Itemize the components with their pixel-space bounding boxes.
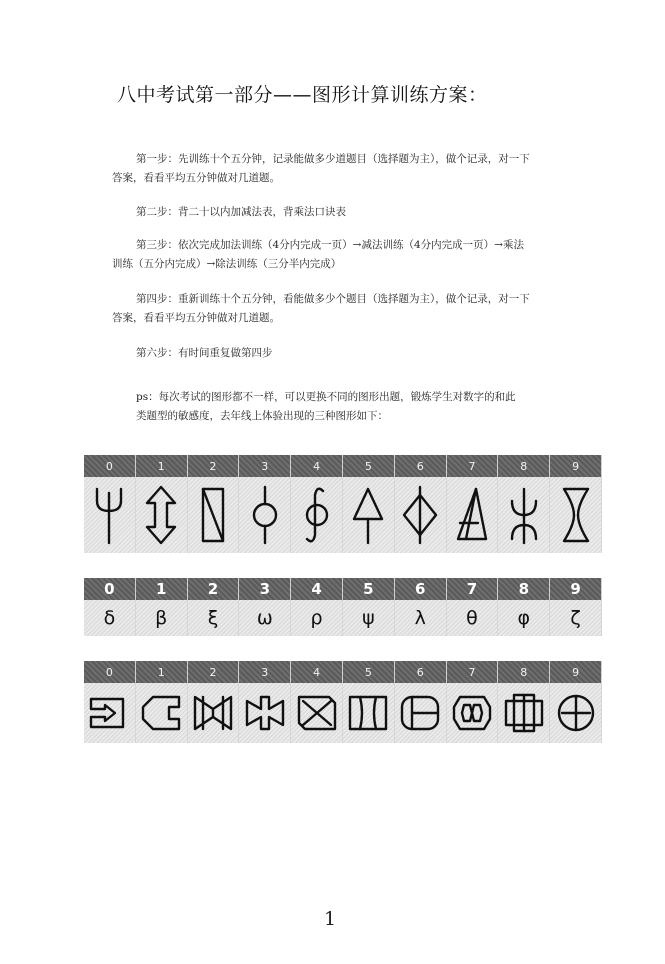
arrow-box-icon: [84, 683, 136, 743]
step-3-line-1: 第三步：依次完成加法训练（4分内完成一页）→减法训练（4分内完成一页）→乘法: [136, 239, 524, 251]
notch-box-icon: [136, 683, 188, 743]
step-2: [112, 203, 582, 222]
table-3-header-8: 8: [498, 661, 550, 683]
table-3-header-6: 6: [395, 661, 447, 683]
step-4: [112, 290, 582, 328]
ps-line-1: ps：每次考试的图形都不一样，可以更换不同的图形出题，锻炼学生对数字的和此: [136, 391, 516, 403]
table-3-header-9: 9: [550, 661, 602, 683]
step-4-line-2: 答案，看看平均五分钟做对几道题。: [112, 312, 280, 324]
step-1-line-2: 答案，看看平均五分钟做对几道题。: [112, 172, 280, 184]
greek-cell-9: ζ: [550, 600, 602, 636]
greek-cell-2: ξ: [188, 600, 240, 636]
rounded-split-icon: [395, 683, 447, 743]
split-circle-icon: [550, 683, 602, 743]
table-1-header-8: 8: [498, 455, 550, 477]
trident-icon: [498, 477, 550, 553]
step-3-line-2: 训练（五分内完成）→除法训练（三分半内完成）: [112, 258, 342, 270]
step-2-line-1: 第二步：背二十以内加减法表，背乘法口诀表: [136, 206, 346, 218]
table-2-header-5: 5: [343, 578, 395, 600]
diamond-line-icon: [395, 477, 447, 553]
pillar-box-icon: [343, 683, 395, 743]
table-1-header-3: 3: [239, 455, 291, 477]
step-4-line-1: 第四步：重新训练十个五分钟，看能做多少个题目（选择题为主），做个记录，对一下: [136, 293, 530, 305]
table-3-header-3: 3: [239, 661, 291, 683]
table-2-header-4: 4: [291, 578, 343, 600]
slashed-triangle-icon: [447, 477, 499, 553]
table-3-header-5: 5: [343, 661, 395, 683]
table-3-header-7: 7: [447, 661, 499, 683]
table-1-header-1: 1: [136, 455, 188, 477]
greek-cell-1: β: [136, 600, 188, 636]
table-1-header-2: 2: [188, 455, 240, 477]
table-2-header-0: 0: [84, 578, 136, 600]
table-2-header-2: 2: [188, 578, 240, 600]
table-1-header-5: 5: [343, 455, 395, 477]
table-1-header-0: 0: [84, 455, 136, 477]
greek-cell-4: ρ: [291, 600, 343, 636]
step-6: [112, 344, 582, 363]
greek-cell-5: ψ: [343, 600, 395, 636]
slashed-rect-icon: [188, 477, 240, 553]
circle-stem-icon: [239, 477, 291, 553]
funnel-box-icon: [239, 683, 291, 743]
table-2-header-6: 6: [395, 578, 447, 600]
stacked-box-icon: [498, 683, 550, 743]
x-box-icon: [291, 683, 343, 743]
greek-cell-3: ω: [239, 600, 291, 636]
table-2-header-7: 7: [447, 578, 499, 600]
page-number: 1: [324, 908, 337, 930]
step-6-line-1: 第六步：有时间重复做第四步: [136, 347, 273, 359]
ps-line-2: 类题型的敏感度，去年线上体验出现的三种图形如下：: [136, 410, 388, 422]
greek-cell-7: θ: [447, 600, 499, 636]
greek-cell-8: φ: [498, 600, 550, 636]
table-1-header-9: 9: [550, 455, 602, 477]
table-2-header-1: 1: [136, 578, 188, 600]
double-arrow-icon: [136, 477, 188, 553]
greek-cell-6: λ: [395, 600, 447, 636]
table-2-header-9: 9: [550, 578, 602, 600]
ps-note: [112, 388, 582, 426]
step-1: [112, 150, 582, 188]
table-3-header-4: 4: [291, 661, 343, 683]
table-2-header-3: 3: [239, 578, 291, 600]
step-1-line-1: 第一步：先训练十个五分钟，记录能做多少道题目（选择题为主），做个记录，对一下: [136, 153, 530, 165]
table-3-header-1: 1: [136, 661, 188, 683]
symbol-table-1: [84, 455, 602, 553]
arrow-triangle-icon: [343, 477, 395, 553]
table-3-header-2: 2: [188, 661, 240, 683]
step-3: [112, 236, 582, 274]
greek-table: [84, 578, 602, 636]
table-2-header-8: 8: [498, 578, 550, 600]
integral-circle-icon: [291, 477, 343, 553]
table-1-header-4: 4: [291, 455, 343, 477]
symbol-table-3: [84, 661, 602, 743]
table-1-header-7: 7: [447, 455, 499, 477]
table-1-header-6: 6: [395, 455, 447, 477]
fork-icon: [84, 477, 136, 553]
double-hex-icon: [447, 683, 499, 743]
greek-cell-0: δ: [84, 600, 136, 636]
page-title: 八中考试第一部分——图形计算训练方案：: [117, 84, 488, 106]
table-3-header-0: 0: [84, 661, 136, 683]
bowtie-icon: [188, 683, 240, 743]
hourglass-icon: [550, 477, 602, 553]
